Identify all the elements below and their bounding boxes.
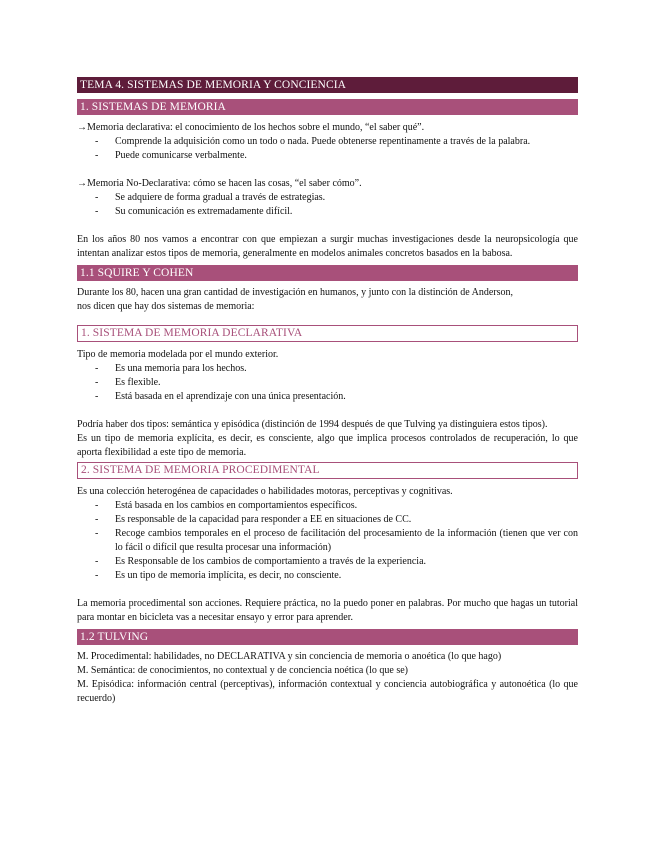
section-heading-declarativa: 1. SISTEMA DE MEMORIA DECLARATIVA: [77, 325, 578, 342]
list-item: - Está basada en el aprendizaje con una única presentación.: [95, 391, 346, 402]
list-item: - Puede comunicarse verbalmente.: [95, 150, 247, 161]
procedimental-list: [77, 499, 578, 583]
list-item: - Es responsable de la capacidad para responder a EE en situaciones de CC.: [95, 514, 412, 525]
list-item: - Es una memoria para los hechos.: [95, 363, 247, 374]
paragraph-anos-80: En los años 80 nos vamos a encontrar con que empiezan a surgir muchas investigaciones desde la neuropsicología que intentan analizar estos tipos de memoria, generalmente en modelos animales concretos basados en la babosa.: [77, 234, 578, 259]
document-title: TEMA 4. SISTEMAS DE MEMORIA Y CONCIENCIA: [77, 77, 578, 93]
document-page: [77, 77, 578, 706]
nodeclarativa-intro: →Memoria No-Declarativa: cómo se hacen las cosas, “el saber cómo”.: [77, 178, 362, 189]
tulving-line-semantica: M. Semántica: de conocimientos, no contextual y de conciencia noética (lo que se): [77, 665, 408, 676]
section-heading-sistemas-memoria: 1. SISTEMAS DE MEMORIA: [77, 99, 578, 115]
nodeclarativa-list: [77, 191, 578, 219]
declarativa-system-intro: Tipo de memoria modelada por el mundo exterior.: [77, 349, 279, 360]
section-heading-tulving: 1.2 TULVING: [77, 629, 578, 645]
list-item: - Está basada en los cambios en comportamientos específicos.: [95, 500, 358, 511]
squire-line-2: nos dicen que hay dos sistemas de memoria:: [77, 301, 255, 312]
tulving-line-procedimental: M. Procedimental: habilidades, no DECLARATIVA y sin conciencia de memoria o anoética (lo que hago): [77, 651, 502, 662]
declarativa-intro: →Memoria declarativa: el conocimiento de los hechos sobre el mundo, “el saber qué”.: [77, 122, 425, 133]
declarativa-list: [77, 135, 578, 163]
list-item: - Es un tipo de memoria implícita, es decir, no consciente.: [95, 570, 342, 581]
tulving-line-episodica: M. Episódica: información central (perceptivas), información contextual y conciencia autobiográfica y autonoética (lo que recuerdo): [77, 679, 578, 704]
list-item: - Es flexible.: [95, 377, 161, 388]
list-item: - Se adquiere de forma gradual a través de estrategias.: [95, 192, 326, 203]
squire-line-1: Durante los 80, hacen una gran cantidad de investigación en humanos, y junto con la distinción de Anderson,: [77, 287, 514, 298]
section-heading-squire-cohen: 1.1 SQUIRE Y COHEN: [77, 265, 578, 281]
list-item: - Es Responsable de los cambios de comportamiento a través de la experiencia.: [95, 556, 427, 567]
list-item: - Su comunicación es extremadamente difícil.: [95, 206, 293, 217]
declarativa-paragraph-2: Es un tipo de memoria explícita, es decir, es consciente, algo que implica procesos controlados de recuperación, lo que aporta flexibilidad a este tipo de memoria.: [77, 433, 578, 458]
declarativa-paragraph-1: Podría haber dos tipos: semántica y episódica (distinción de 1994 después de que Tulving ya distinguiera estos tipos).: [77, 419, 548, 430]
list-item: - Comprende la adquisición como un todo o nada. Puede obtenerse repentinamente a través de la palabra.: [95, 136, 531, 147]
procedimental-paragraph: La memoria procedimental son acciones. Requiere práctica, no la puedo poner en palabras. Por mucho que hagas un tutorial para montar en bicicleta vas a necesitar ensayo y error para aprender.: [77, 598, 578, 623]
list-item: - Recoge cambios temporales en el proceso de facilitación del procesamiento de la información (tienen que ver con lo fácil o difícil que resulta procesar una información): [95, 528, 578, 553]
procedimental-intro: Es una colección heterogénea de capacidades o habilidades motoras, perceptivas y cognitivas.: [77, 486, 453, 497]
declarativa-system-list: [77, 362, 578, 404]
section-heading-procedimental: 2. SISTEMA DE MEMORIA PROCEDIMENTAL: [77, 462, 578, 479]
